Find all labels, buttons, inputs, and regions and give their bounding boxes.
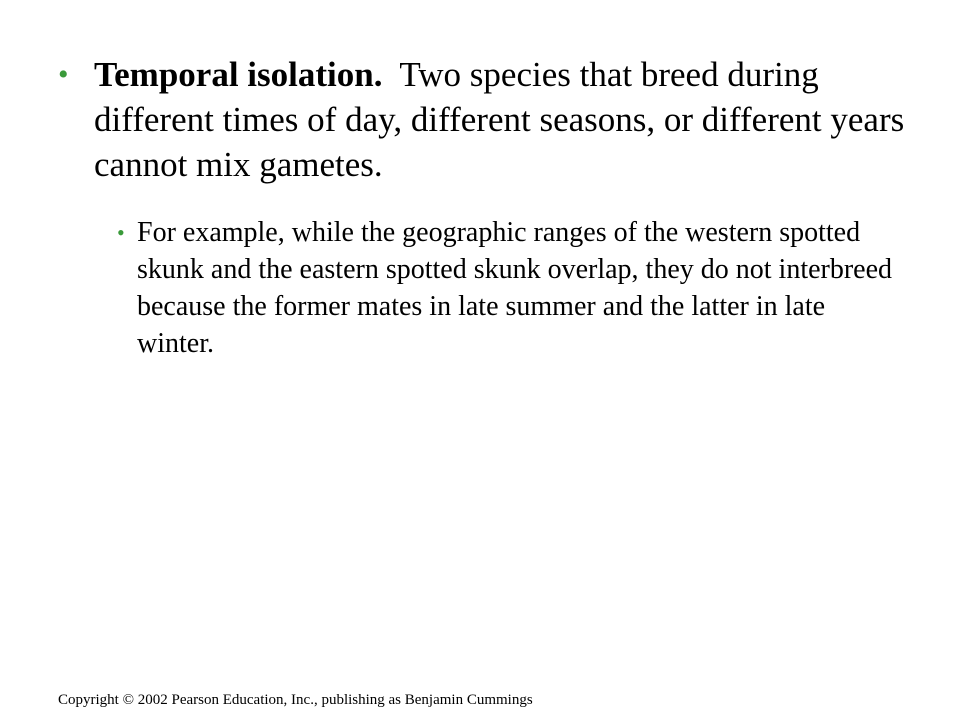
bullet-term: Temporal isolation. xyxy=(94,55,383,94)
sub-bullet xyxy=(117,214,907,362)
main-bullet-text xyxy=(94,52,918,187)
bullet-dot-icon: • xyxy=(58,58,69,91)
bullet-description: Two species that breed during different times of day, different seasons, or different years cannot mix gametes. xyxy=(94,55,905,184)
main-bullet xyxy=(58,52,918,187)
sub-bullet-dot-icon: • xyxy=(117,220,125,245)
sub-bullet-text: For example, while the geographic ranges of the western spotted skunk and the eastern spotted skunk overlap, they do not interbreed because the former mates in late summer and the latter in late winter. xyxy=(137,217,893,359)
copyright-footer: Copyright © 2002 Pearson Education, Inc., publishing as Benjamin Cummings xyxy=(58,692,533,708)
